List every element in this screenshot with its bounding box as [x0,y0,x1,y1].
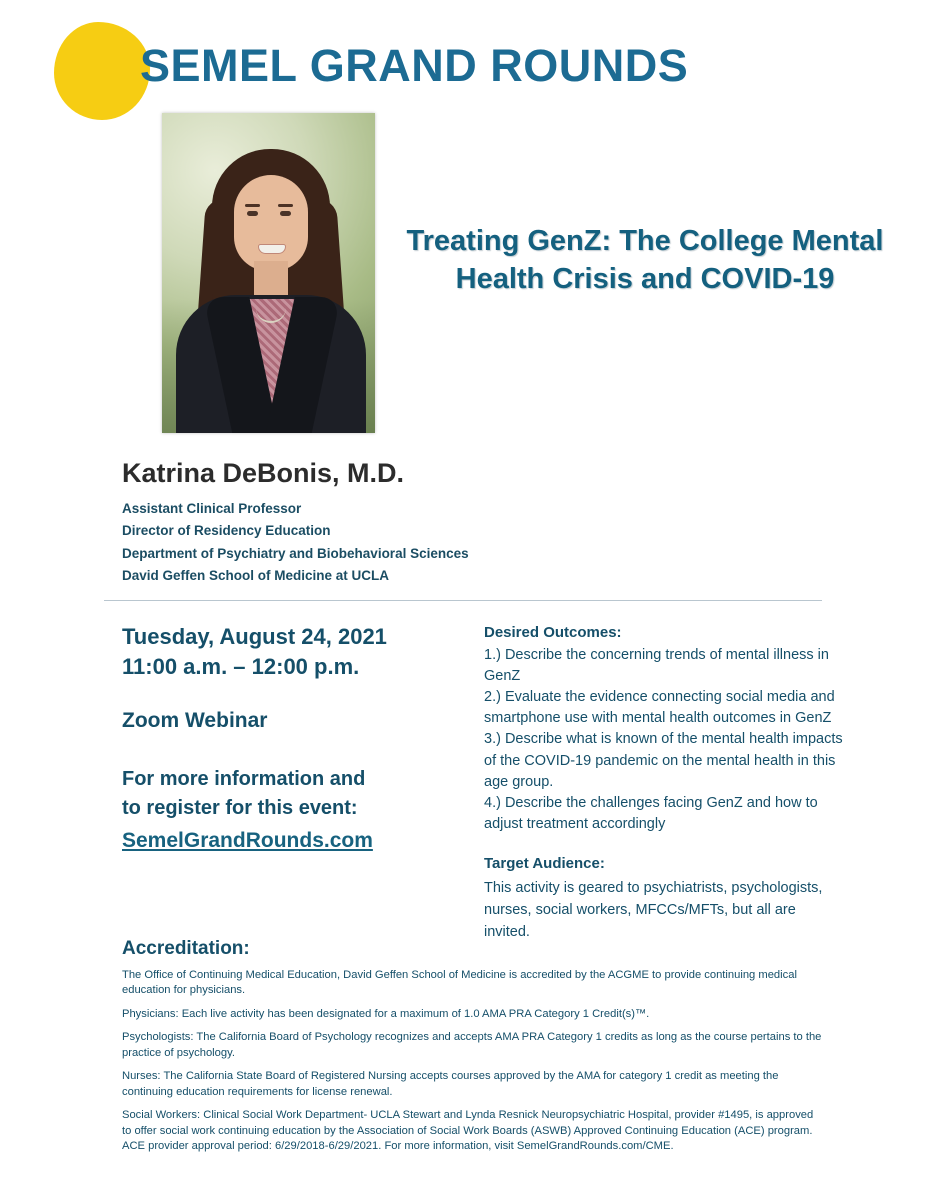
registration-link[interactable]: SemelGrandRounds.com [122,829,373,853]
speaker-name: Katrina DeBonis, M.D. [122,458,405,488]
speaker-credential-line: Department of Psychiatry and Biobehavioral Sciences [122,545,469,561]
accreditation-section [122,938,822,1163]
speaker-credential-line: Director of Residency Education [122,523,331,539]
section-divider [104,600,822,601]
accreditation-paragraph: Nurses: The California State Board of Registered Nursing accepts courses approved by the AMA for category 1 credit as meeting the continuing education requirements for license renewal. [122,1070,779,1098]
event-details [122,622,452,853]
more-info-text [122,765,452,823]
outcome-item: 2.) Evaluate the evidence connecting social media and smartphone use with mental health outcomes in GenZ [484,689,835,727]
outcome-item: 1.) Describe the concerning trends of mental illness in GenZ [484,646,829,684]
desired-outcomes-list [484,645,844,835]
event-time: 11:00 a.m. – 12:00 p.m. [122,653,360,679]
flyer-header [0,0,927,120]
accreditation-heading: Accreditation: [122,938,250,959]
speaker-photo [162,113,375,433]
speaker-credential-line: Assistant Clinical Professor [122,501,302,516]
speaker-credentials [122,498,469,587]
event-venue: Zoom Webinar [122,709,268,733]
more-info-line-2: to register for this event: [122,797,358,820]
target-audience-body: This activity is geared to psychiatrists, psychologists, nurses, social workers, MFCCs/MFTs, but all are invited. [484,879,823,940]
photo-brow-right [278,204,293,207]
yellow-blob-decoration [54,22,150,120]
event-date: Tuesday, August 24, 2021 [122,624,387,649]
photo-face [234,175,308,271]
more-info-line-1: For more information and [122,768,366,791]
accreditation-paragraph: Physicians: Each live activity has been designated for a maximum of 1.0 AMA PRA Category 1 Credit(s)™. [122,1007,650,1020]
photo-mouth [258,244,286,254]
desired-outcomes-heading: Desired Outcomes: [484,624,622,641]
page-title: SEMEL GRAND ROUNDS [140,40,689,91]
outcome-item: 4.) Describe the challenges facing GenZ and how to adjust treatment accordingly [484,794,818,832]
target-audience-block [484,853,844,943]
speaker-credential-line: David Geffen School of Medicine at UCLA [122,567,390,583]
photo-brow-left [245,204,260,207]
accreditation-paragraph: The Office of Continuing Medical Education, David Geffen School of Medicine is accredited by the ACGME to provide continuing medical education for physicians. [122,969,797,997]
talk-title: Treating GenZ: The College Mental Health Crisis and COVID-19 [406,225,884,296]
photo-eye-left [247,211,258,216]
accreditation-paragraph: Psychologists: The California Board of Psychology recognizes and accepts AMA PRA Category 1 credits as long as the course pertains to the practice of psychology. [122,1031,822,1059]
photo-eye-right [280,211,291,216]
outcome-item: 3.) Describe what is known of the mental health impacts of the COVID-19 pandemic on the mental health in this age group. [484,731,843,790]
target-audience-heading: Target Audience: [484,855,605,873]
outcomes-and-audience [484,622,844,943]
accreditation-paragraph: Social Workers: Clinical Social Work Department- UCLA Stewart and Lynda Resnick Neuropsychiatric Hospital, provider #1495, is approved to offer social work continuing education by the Association of Social Work Boards (ASWB) Approved Continuing Education (ACE) program. ACE provider approval period: 6/29/2018-6/29/2021. For more information, visit SemelGrandRounds.com/CME. [122,1109,814,1153]
